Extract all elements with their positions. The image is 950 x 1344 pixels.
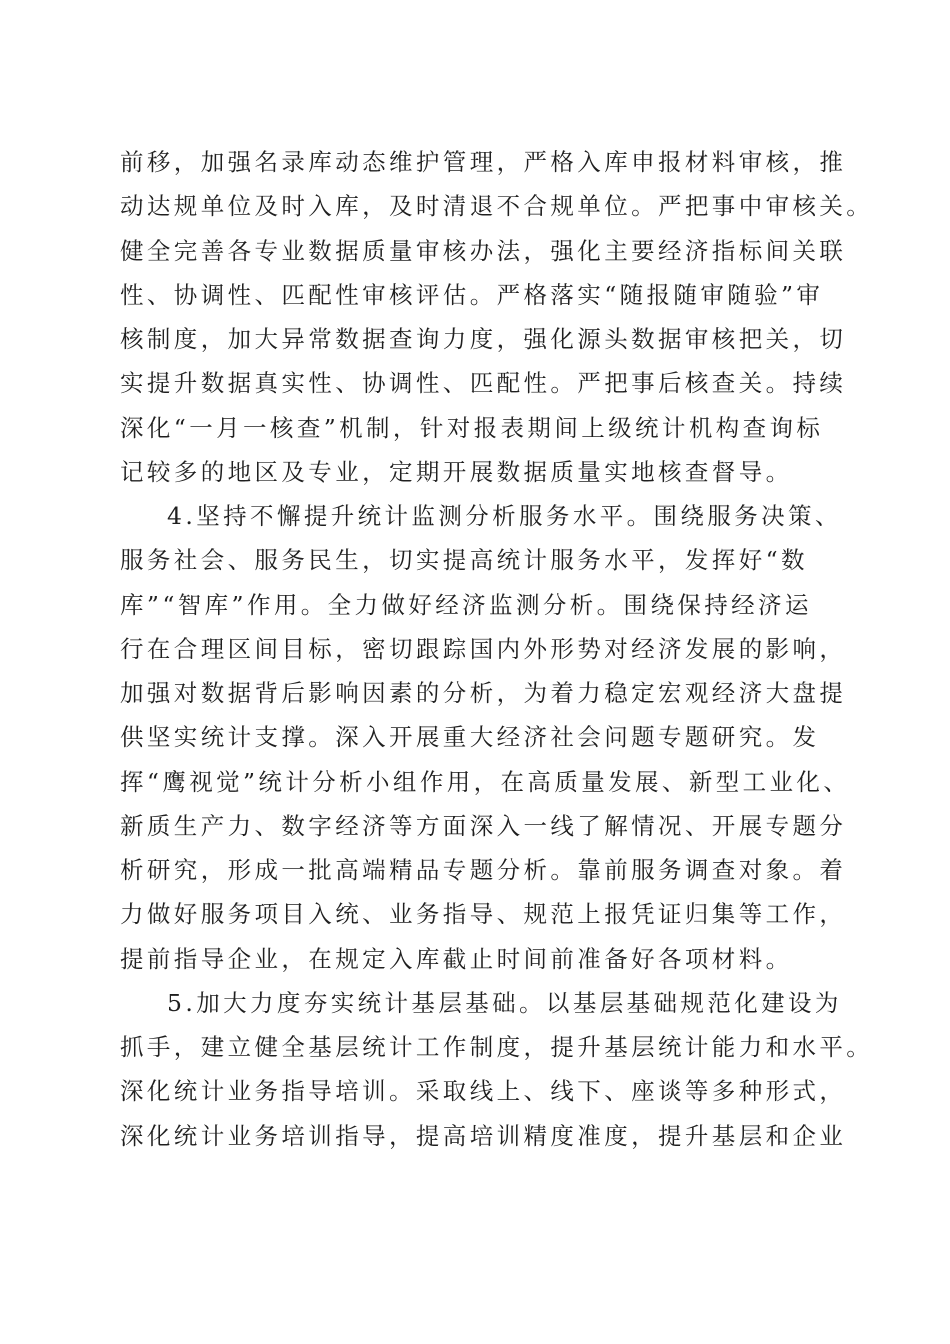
text-line: 析研究，形成一批高端精品专题分析。靠前服务调查对象。着 — [120, 856, 847, 884]
text-line: 抓手，建立健全基层统计工作制度，提升基层统计能力和水平。 — [120, 1033, 874, 1061]
text-line: 行在合理区间目标，密切跟踪国内外形势对经济发展的影响， — [120, 634, 847, 663]
paragraph-item-4 — [120, 494, 851, 981]
text-line: 新质生产力、数字经济等方面深入一线了解情况、开展专题分 — [120, 811, 847, 840]
text-line: 5.加大力度夯实统计基层基础。以基层基础规范化建设为 — [167, 988, 842, 1017]
text-line: 前移，加强名录库动态维护管理，严格入库申报材料审核，推 — [120, 148, 847, 176]
text-line: 深化统计业务指导培训。采取线上、线下、座谈等多种形式， — [120, 1077, 847, 1106]
document-body — [120, 140, 874, 1158]
text-line: 实提升数据真实性、协调性、匹配性。严把事后核查关。持续 — [120, 369, 847, 398]
text-line: 供坚实统计支撑。深入开展重大经济社会问题专题研究。发 — [120, 723, 820, 752]
paragraph-item-5 — [120, 981, 874, 1158]
text-line: 性、协调性、匹配性审核评估。严格落实“随报随审随验”审 — [120, 280, 824, 309]
text-line: 服务社会、服务民生，切实提高统计服务水平，发挥好“数 — [120, 546, 808, 575]
text-line: 挥“鹰视觉”统计分析小组作用，在高质量发展、新型工业化、 — [120, 767, 851, 796]
text-line: 库”“智库”作用。全力做好经济监测分析。围绕保持经济运 — [120, 590, 812, 619]
text-line: 核制度，加大异常数据查询力度，强化源头数据审核把关，切 — [120, 325, 847, 353]
text-line: 记较多的地区及专业，定期开展数据质量实地核查督导。 — [120, 457, 793, 486]
paragraph-data-review — [120, 140, 874, 494]
text-line: 力做好服务项目入统、业务指导、规范上报凭证归集等工作， — [120, 900, 847, 929]
text-line: 加强对数据背后影响因素的分析，为着力稳定宏观经济大盘提 — [120, 679, 847, 707]
text-line: 4.坚持不懈提升统计监测分析服务水平。围绕服务决策、 — [167, 502, 842, 530]
text-line: 提前指导企业，在规定入库截止时间前准备好各项材料。 — [120, 944, 793, 973]
text-line: 深化统计业务培训指导，提高培训精度准度，提升基层和企业 — [120, 1121, 847, 1150]
text-line: 动达规单位及时入库，及时清退不合规单位。严把事中审核关。 — [120, 192, 874, 221]
text-line: 深化“一月一核查”机制，针对报表期间上级统计机构查询标 — [120, 413, 824, 442]
text-line: 健全完善各专业数据质量审核办法，强化主要经济指标间关联 — [120, 236, 847, 265]
